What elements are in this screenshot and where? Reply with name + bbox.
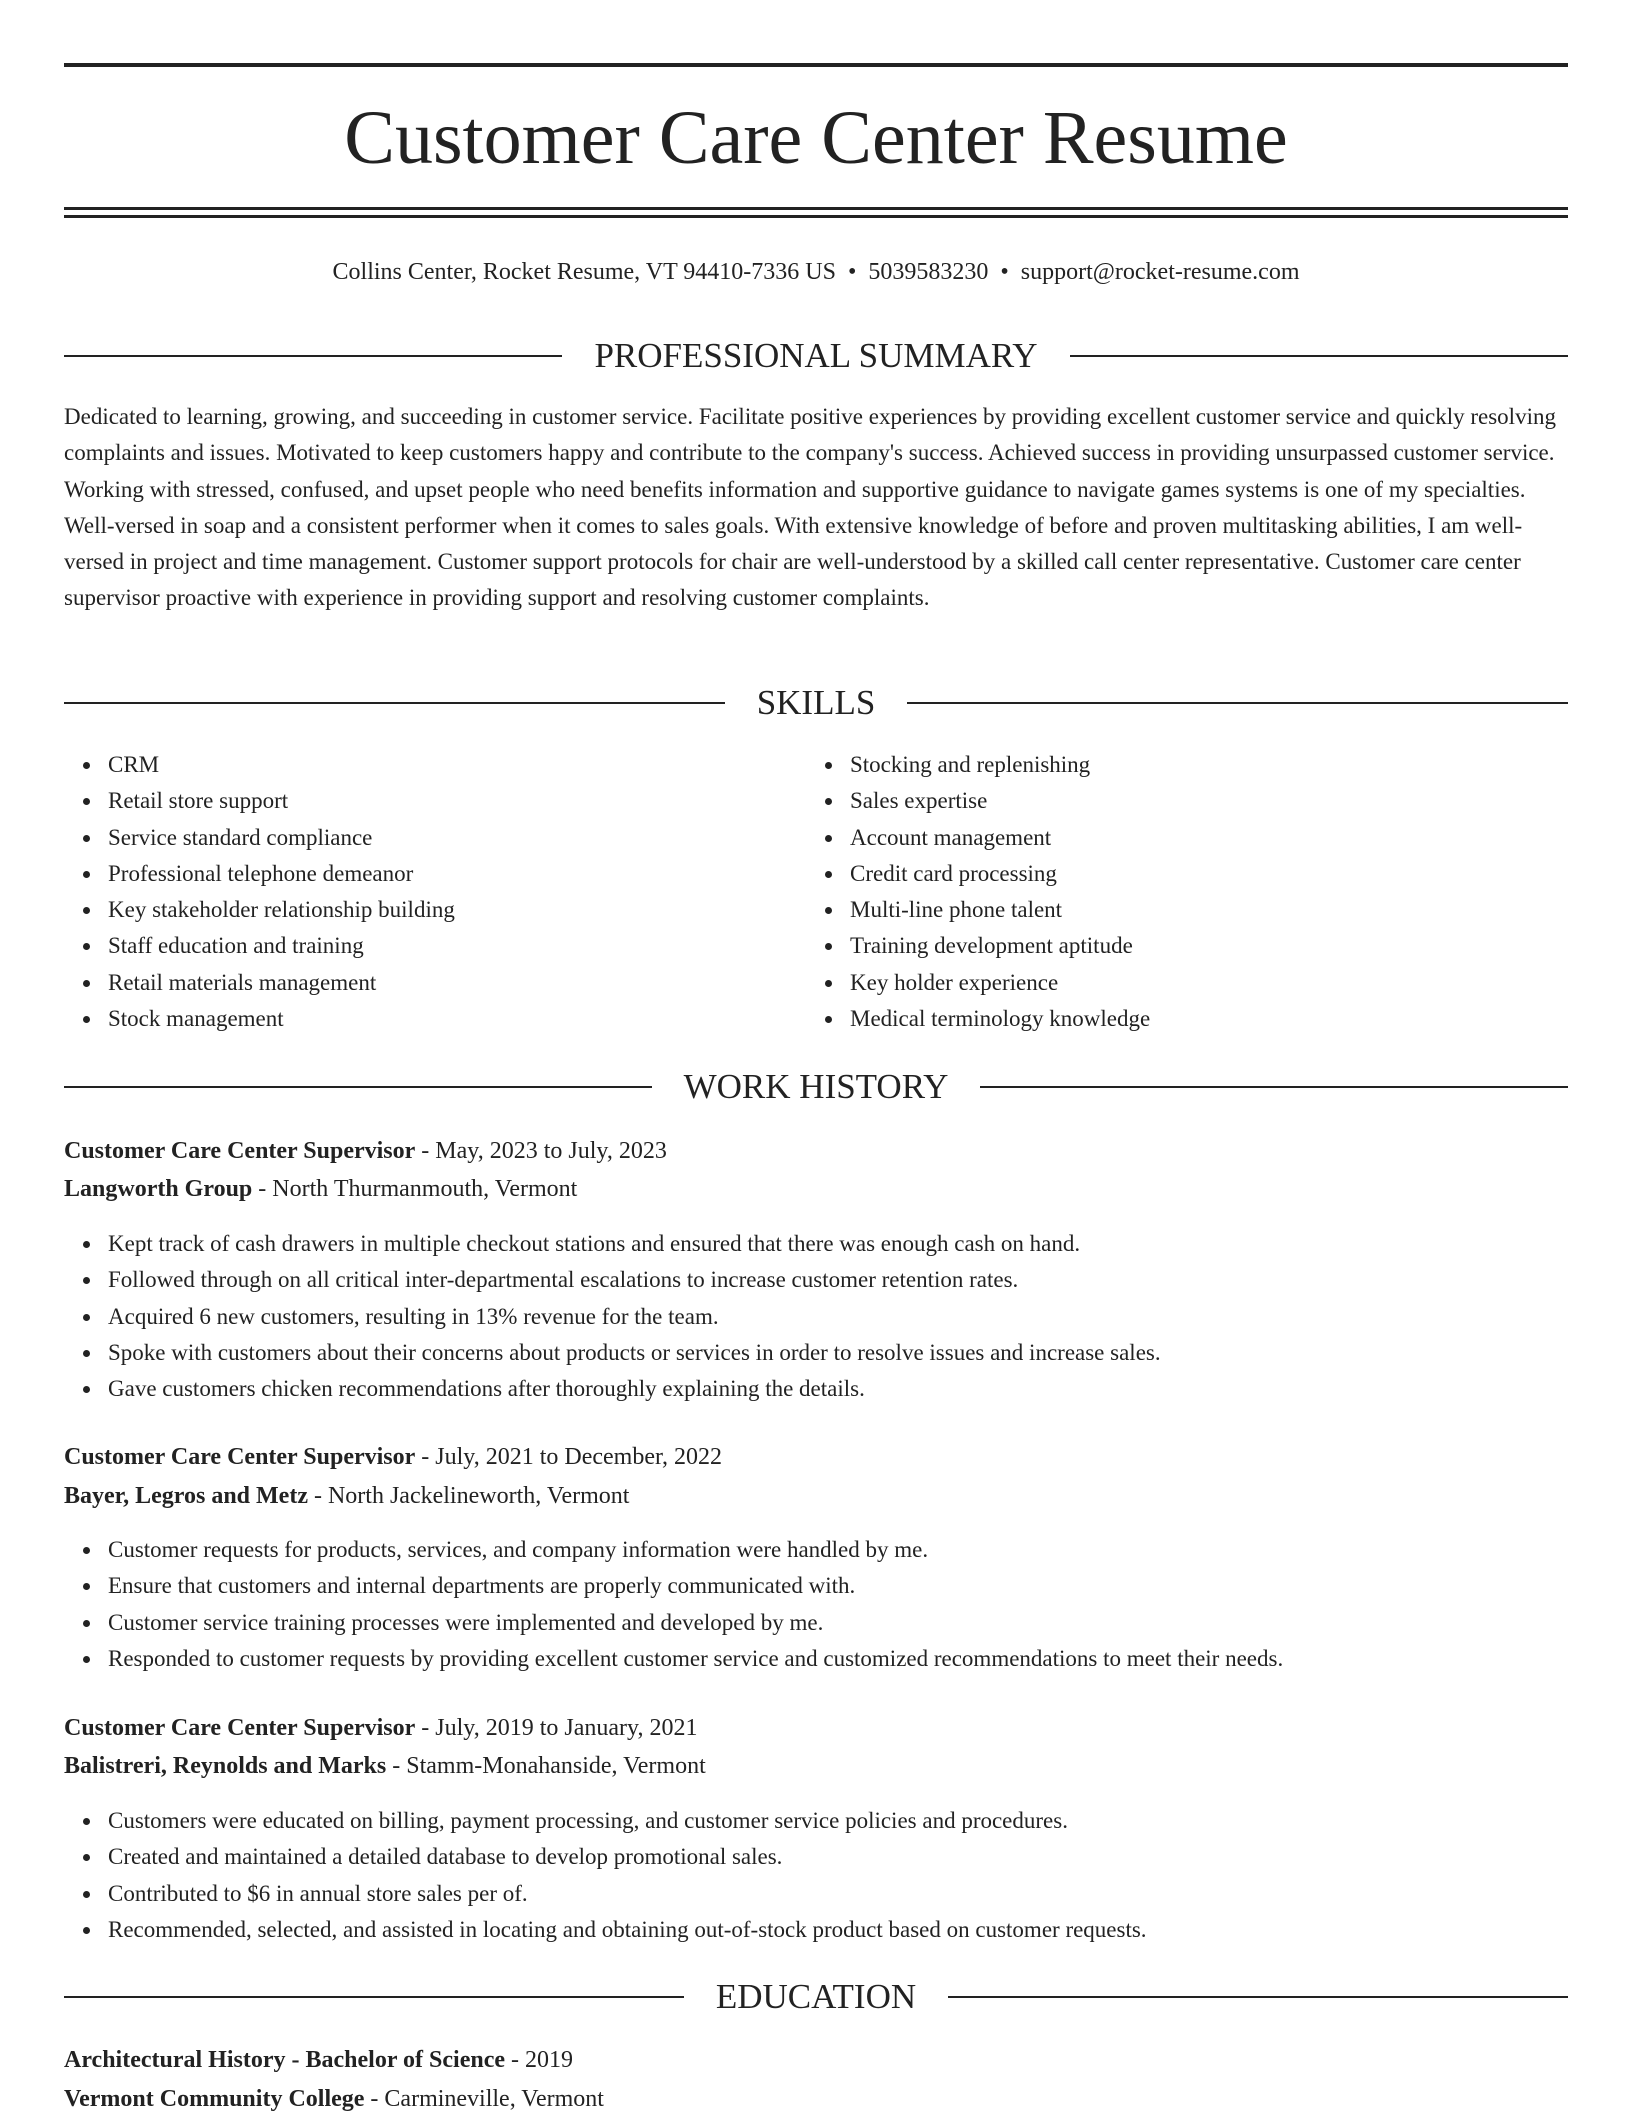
skill-item: Key holder experience: [850, 965, 1150, 1001]
contact-line: [64, 254, 1568, 290]
summary-text: Dedicated to learning, growing, and succeeding in customer service. Facilitate positive experiences by providing excellent customer service and quickly resolving complaints and issues. Motivated to keep customers happy and contribute to the company's success. Achieved success in providing unsurpassed customer service. Working with stressed, confused, and upset people who need benefits information and supportive guidance to navigate games systems is one of my specialties. Well-versed in soap and a consistent performer when it comes to sales goals. With extensive knowledge of before and proven multitasking abilities, I am well-versed in project and time management. Customer support protocols for chair are well-understood by a skilled call center representative. Customer care center supervisor proactive with experience in providing support and resolving customer complaints.: [64, 404, 1556, 611]
job-bullets: [64, 1532, 1283, 1677]
section-header-education: [64, 1975, 1568, 2019]
job-title-line: [64, 1438, 1568, 1476]
section-divider: [64, 702, 725, 704]
job-title: Customer Care Center Supervisor: [64, 1138, 416, 1164]
job-location: - Stamm-Monahanside, Vermont: [386, 1753, 706, 1779]
skill-item: Credit card processing: [850, 856, 1150, 892]
section-divider: [980, 1086, 1568, 1088]
job-bullet: Gave customers chicken recommendations after thoroughly explaining the details.: [108, 1371, 1161, 1407]
job-company: Bayer, Legros and Metz: [64, 1483, 308, 1509]
job-company: Langworth Group: [64, 1176, 253, 1202]
section-title-education: EDUCATION: [715, 1977, 917, 2016]
skill-item: Staff education and training: [108, 928, 455, 964]
job-location: - North Thurmanmouth, Vermont: [252, 1176, 578, 1202]
job-company-line: [64, 1170, 1568, 1208]
skill-item: Sales expertise: [850, 783, 1150, 819]
section-header-work: [64, 1065, 1568, 1109]
skill-item: Multi-line phone talent: [850, 892, 1150, 928]
skill-item: Stocking and replenishing: [850, 747, 1150, 783]
section-divider: [64, 1996, 684, 1998]
education-school-line: [64, 2080, 1568, 2118]
section-divider: [1070, 355, 1568, 357]
page-title: Customer Care Center Resume: [344, 96, 1288, 180]
job-location: - North Jackelineworth, Vermont: [307, 1483, 630, 1509]
job-bullet: Contributed to $6 in annual store sales per of.: [108, 1876, 1147, 1912]
education-school: Vermont Community College: [64, 2086, 365, 2112]
job-title-line: [64, 1132, 1568, 1170]
skill-item: Training development aptitude: [850, 928, 1150, 964]
skill-item: CRM: [108, 747, 455, 783]
job-bullet: Created and maintained a detailed database to develop promotional sales.: [108, 1839, 1147, 1875]
job-bullets: [64, 1803, 1147, 1948]
skill-item: Retail materials management: [108, 965, 455, 1001]
job-bullet: Recommended, selected, and assisted in locating and obtaining out-of-stock product based on customer requests.: [108, 1912, 1147, 1948]
contact-phone: 5039583230: [868, 259, 989, 285]
job-company: Balistreri, Reynolds and Marks: [64, 1753, 387, 1779]
title-rule-upper: [64, 207, 1568, 210]
job-dates: - July, 2019 to January, 2021: [415, 1715, 698, 1741]
skills-list-left: [64, 747, 455, 1037]
contact-email: support@rocket-resume.com: [1020, 259, 1300, 285]
contact-separator: •: [1000, 259, 1009, 285]
skill-item: Service standard compliance: [108, 820, 455, 856]
skill-item: Retail store support: [108, 783, 455, 819]
education-degree-line: [64, 2041, 1568, 2079]
job-bullet: Responded to customer requests by providing excellent customer service and customized recommendations to meet their needs.: [108, 1641, 1283, 1677]
section-divider: [64, 355, 562, 357]
job-company-line: [64, 1747, 1568, 1785]
job-title-line: [64, 1709, 1568, 1747]
job-title: Customer Care Center Supervisor: [64, 1715, 416, 1741]
job-bullet: Acquired 6 new customers, resulting in 13% revenue for the team.: [108, 1299, 1161, 1335]
section-title-summary: PROFESSIONAL SUMMARY: [594, 336, 1038, 375]
section-divider: [64, 1086, 652, 1088]
job-bullet: Customer requests for products, services, and company information were handled by me.: [108, 1532, 1283, 1568]
education-location: - Carmineville, Vermont: [364, 2086, 604, 2112]
job-bullets: [64, 1226, 1161, 1407]
job-bullet: Spoke with customers about their concerns about products or services in order to resolve issues and increase sales.: [108, 1335, 1161, 1371]
skills-list-right: [806, 747, 1150, 1037]
skill-item: Account management: [850, 820, 1150, 856]
title-rule-lower: [64, 215, 1568, 218]
job-bullet: Ensure that customers and internal departments are properly communicated with.: [108, 1568, 1283, 1604]
job-dates: - July, 2021 to December, 2022: [415, 1444, 723, 1470]
education-degree: Architectural History - Bachelor of Science: [64, 2047, 505, 2073]
job-dates: - May, 2023 to July, 2023: [415, 1138, 667, 1164]
section-header-summary: [64, 334, 1568, 378]
skill-item: Medical terminology knowledge: [850, 1001, 1150, 1037]
section-divider: [907, 702, 1568, 704]
section-header-skills: [64, 681, 1568, 725]
job-bullet: Kept track of cash drawers in multiple checkout stations and ensured that there was enough cash on hand.: [108, 1226, 1161, 1262]
contact-address: Collins Center, Rocket Resume, VT 94410-7336 US: [332, 259, 836, 285]
section-title-skills: SKILLS: [756, 683, 876, 722]
skill-item: Professional telephone demeanor: [108, 856, 455, 892]
contact-separator: •: [847, 259, 857, 285]
top-rule: [64, 63, 1568, 67]
job-bullet: Customer service training processes were implemented and developed by me.: [108, 1605, 1283, 1641]
skill-item: Stock management: [108, 1001, 455, 1037]
section-divider: [948, 1996, 1568, 1998]
skill-item: Key stakeholder relationship building: [108, 892, 455, 928]
job-bullet: Customers were educated on billing, payment processing, and customer service policies and procedures.: [108, 1803, 1147, 1839]
education-year: - 2019: [505, 2047, 573, 2073]
job-title: Customer Care Center Supervisor: [64, 1444, 416, 1470]
job-bullet: Followed through on all critical inter-departmental escalations to increase customer retention rates.: [108, 1262, 1161, 1298]
job-company-line: [64, 1477, 1568, 1515]
section-title-work: WORK HISTORY: [683, 1067, 949, 1106]
